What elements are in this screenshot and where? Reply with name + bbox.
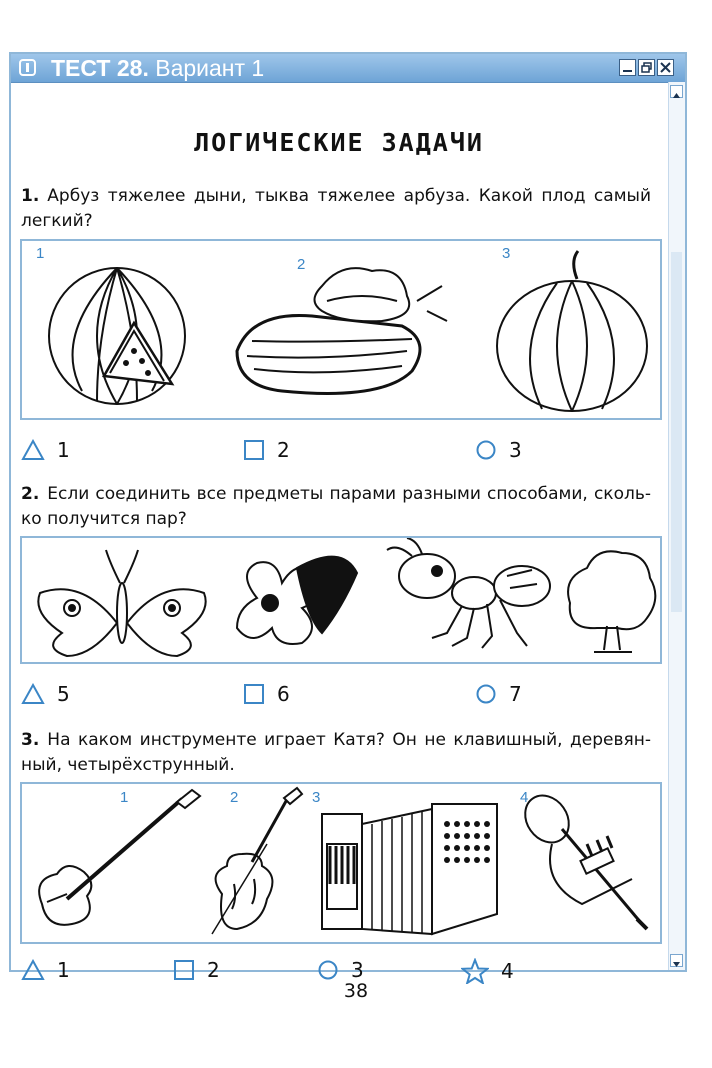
triangle-icon [21,683,45,705]
question-2: 2. Если соединить все предметы парами разными способами, сколь-ко получится пар? [21,484,651,529]
pumpkin-icon [497,251,647,411]
window-title: ТЕСТ 28. Вариант 1 [51,55,265,81]
question-1-answers [21,438,581,468]
answer-option[interactable]: 1 [21,438,70,462]
answer-option[interactable]: 6 [243,682,290,706]
picture-label-2: 2 [297,256,306,273]
app-icon [19,59,36,76]
electric-guitar-icon [39,790,200,925]
picture-label-1: 1 [120,789,129,806]
page-content [11,82,667,983]
answer-option[interactable]: 7 [475,682,522,706]
triangle-icon [21,959,45,981]
square-icon [243,439,265,461]
pansy-flower-icon [237,557,357,644]
circle-icon [317,959,339,981]
question-1: 1. Арбуз тяжелее дыни, тыква тяжелее арбуза. Какой плод самый легкий? [21,186,651,231]
watermelon-icon [49,268,185,404]
question-2-answers [21,682,581,712]
question-3-pictures [20,782,662,944]
answer-option[interactable]: 1 [21,958,70,982]
title-bar[interactable] [11,54,685,83]
picture-label-2: 2 [230,789,239,806]
circle-icon [475,439,497,461]
answer-option[interactable]: 3 [317,958,364,982]
scroll-thumb[interactable] [671,252,682,612]
question-1-pictures [20,239,662,420]
picture-label-1: 1 [36,245,45,262]
scroll-up-icon[interactable] [670,85,683,98]
triangle-icon [21,439,45,461]
answer-option[interactable]: 2 [243,438,290,462]
question-3: 3. На каком инструменте играет Катя? Он не клавишный, деревян-ный, четырёхструнный. [21,730,651,775]
butterfly-icon [38,550,205,656]
ant-icon [387,538,550,648]
vertical-scrollbar[interactable] [668,82,685,970]
picture-label-3: 3 [502,245,511,262]
minimize-icon[interactable] [619,59,636,76]
test-window [9,52,687,983]
question-2-pictures [20,536,662,664]
answer-option[interactable]: 2 [173,958,220,982]
tree-icon [568,551,655,652]
trumpet-icon [516,787,647,929]
answer-option[interactable]: 5 [21,682,70,706]
answer-option[interactable]: 3 [475,438,522,462]
circle-icon [475,683,497,705]
answer-option[interactable]: 4 [461,958,514,984]
square-icon [173,959,195,981]
picture-label-4: 4 [520,789,529,806]
scroll-down-icon[interactable] [670,954,683,967]
picture-label-3: 3 [312,789,321,806]
melon-icon [237,268,447,393]
square-icon [243,683,265,705]
restore-icon[interactable] [638,59,655,76]
violin-icon [212,788,302,934]
close-icon[interactable] [657,59,674,76]
page-number: 38 [343,980,369,1002]
accordion-icon [322,804,497,934]
page-heading: ЛОГИЧЕСКИЕ ЗАДАЧИ [194,128,484,157]
